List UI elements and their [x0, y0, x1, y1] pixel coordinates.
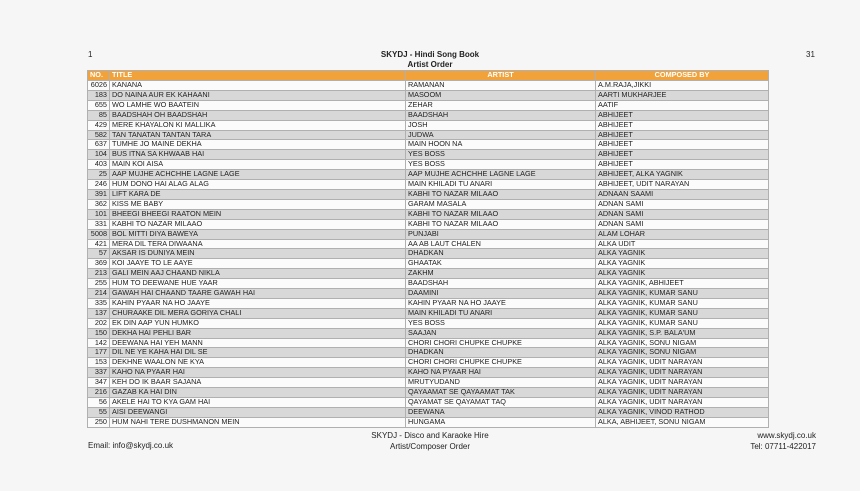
- table-row: [88, 180, 769, 190]
- table-row: [88, 378, 769, 388]
- cell-no: 183: [88, 90, 110, 100]
- cell-artist: HUNGAMA: [406, 417, 596, 427]
- cell-artist: KABHI TO NAZAR MILAAO: [406, 219, 596, 229]
- cell-no: 104: [88, 150, 110, 160]
- table-row: [88, 219, 769, 229]
- cell-composed-by: ALKA YAGNIK, VINOD RATHOD: [596, 407, 769, 417]
- document-header: [0, 50, 860, 70]
- cell-no: 362: [88, 199, 110, 209]
- cell-artist: MRUTYUDAND: [406, 378, 596, 388]
- cell-no: 6026: [88, 81, 110, 91]
- cell-composed-by: ALKA YAGNIK, KUMAR SANU: [596, 318, 769, 328]
- table-header-row: [88, 71, 769, 81]
- cell-title: EK DIN AAP YUN HUMKO: [110, 318, 406, 328]
- cell-title: GAWAH HAI CHAAND TAARE GAWAH HAI: [110, 289, 406, 299]
- cell-artist: GARAM MASALA: [406, 199, 596, 209]
- cell-title: CHURAAKE DIL MERA GORIYA CHALI: [110, 308, 406, 318]
- table-row: [88, 199, 769, 209]
- cell-composed-by: AARTI MUKHARJEE: [596, 90, 769, 100]
- cell-title: GAZAB KA HAI DIN: [110, 388, 406, 398]
- cell-artist: DHADKAN: [406, 348, 596, 358]
- cell-title: KOI JAAYE TO LE AAYE: [110, 259, 406, 269]
- cell-artist: KAHIN PYAAR NA HO JAAYE: [406, 298, 596, 308]
- cell-artist: DAAMINI: [406, 289, 596, 299]
- cell-artist: AAP MUJHE ACHCHHE LAGNE LAGE: [406, 170, 596, 180]
- cell-artist: DEEWANA: [406, 407, 596, 417]
- cell-composed-by: A.M.RAJA,JIKKI: [596, 81, 769, 91]
- document-subtitle: Artist Order: [407, 60, 453, 69]
- table-row: [88, 229, 769, 239]
- cell-no: 637: [88, 140, 110, 150]
- cell-composed-by: ALKA YAGNIK, UDIT NARAYAN: [596, 398, 769, 408]
- cell-artist: ZEHAR: [406, 100, 596, 110]
- table-row: [88, 170, 769, 180]
- cell-no: 25: [88, 170, 110, 180]
- cell-title: TUMHE JO MAINE DEKHA: [110, 140, 406, 150]
- table-row: [88, 348, 769, 358]
- cell-artist: QAYAMAT SE QAYAMAT TAQ: [406, 398, 596, 408]
- cell-no: 214: [88, 289, 110, 299]
- cell-title: DEKHA HAI PEHLI BAR: [110, 328, 406, 338]
- table-row: [88, 189, 769, 199]
- cell-composed-by: ALKA YAGNIK, UDIT NARAYAN: [596, 378, 769, 388]
- cell-artist: KABHI TO NAZAR MILAAO: [406, 189, 596, 199]
- cell-no: 655: [88, 100, 110, 110]
- cell-artist: GHAATAK: [406, 259, 596, 269]
- table-row: [88, 81, 769, 91]
- cell-title: AKSAR IS DUNIYA MEIN: [110, 249, 406, 259]
- cell-no: 213: [88, 269, 110, 279]
- cell-no: 369: [88, 259, 110, 269]
- cell-title: WO LAMHE WO BAATEIN: [110, 100, 406, 110]
- cell-no: 177: [88, 348, 110, 358]
- cell-composed-by: ALKA YAGNIK, SONU NIGAM: [596, 348, 769, 358]
- cell-composed-by: ABHIJEET: [596, 140, 769, 150]
- cell-artist: JUDWA: [406, 130, 596, 140]
- document-title: SKYDJ - Hindi Song Book: [380, 50, 480, 59]
- cell-title: KAHIN PYAAR NA HO JAAYE: [110, 298, 406, 308]
- table-row: [88, 417, 769, 427]
- cell-title: MERE KHAYALON KI MALLIKA: [110, 120, 406, 130]
- cell-title: HUM TO DEEWANE HUE YAAR: [110, 279, 406, 289]
- table-row: [88, 308, 769, 318]
- cell-no: 216: [88, 388, 110, 398]
- table-row: [88, 298, 769, 308]
- column-header-no: NO.: [88, 71, 110, 81]
- cell-artist: YES BOSS: [406, 150, 596, 160]
- cell-composed-by: ABHIJEET: [596, 150, 769, 160]
- cell-title: BOL MITTI DIYA BAWEYA: [110, 229, 406, 239]
- cell-no: 347: [88, 378, 110, 388]
- table-row: [88, 120, 769, 130]
- cell-composed-by: ALKA YAGNIK: [596, 269, 769, 279]
- cell-composed-by: ABHIJEET, ALKA YAGNIK: [596, 170, 769, 180]
- cell-title: MAIN KOI AISA: [110, 160, 406, 170]
- cell-composed-by: ALKA YAGNIK, UDIT NARAYAN: [596, 358, 769, 368]
- cell-artist: KABHI TO NAZAR MILAAO: [406, 209, 596, 219]
- cell-composed-by: ALKA YAGNIK, S.P. BALA'UM: [596, 328, 769, 338]
- cell-composed-by: ABHIJEET: [596, 160, 769, 170]
- table-row: [88, 90, 769, 100]
- cell-artist: RAMANAN: [406, 81, 596, 91]
- cell-no: 202: [88, 318, 110, 328]
- cell-title: DEEWANA HAI YEH MANN: [110, 338, 406, 348]
- cell-artist: DHADKAN: [406, 249, 596, 259]
- cell-no: 331: [88, 219, 110, 229]
- cell-composed-by: ALKA YAGNIK, KUMAR SANU: [596, 289, 769, 299]
- footer-center: [0, 430, 860, 452]
- table-body: [88, 81, 769, 428]
- table-row: [88, 407, 769, 417]
- table-row: [88, 209, 769, 219]
- cell-title: HUM DONO HAI ALAG ALAG: [110, 180, 406, 190]
- cell-title: KEH DO IK BAAR SAJANA: [110, 378, 406, 388]
- cell-title: DIL NE YE KAHA HAI DIL SE: [110, 348, 406, 358]
- cell-artist: MAIN KHILADI TU ANARI: [406, 180, 596, 190]
- cell-artist: CHORI CHORI CHUPKE CHUPKE: [406, 358, 596, 368]
- cell-title: BAADSHAH OH BAADSHAH: [110, 110, 406, 120]
- cell-no: 101: [88, 209, 110, 219]
- footer-contact: [750, 430, 816, 452]
- cell-composed-by: ALKA YAGNIK, UDIT NARAYAN: [596, 388, 769, 398]
- cell-artist: BAADSHAH: [406, 279, 596, 289]
- cell-title: HUM NAHI TERE DUSHMANON MEIN: [110, 417, 406, 427]
- cell-no: 582: [88, 130, 110, 140]
- footer-order: Artist/Composer Order: [389, 442, 471, 451]
- cell-no: 85: [88, 110, 110, 120]
- cell-title: MERA DIL TERA DIWAANA: [110, 239, 406, 249]
- table-row: [88, 279, 769, 289]
- cell-no: 335: [88, 298, 110, 308]
- cell-composed-by: ADNAAN SAAMI: [596, 189, 769, 199]
- cell-title: KISS ME BABY: [110, 199, 406, 209]
- table-row: [88, 239, 769, 249]
- cell-composed-by: ALAM LOHAR: [596, 229, 769, 239]
- cell-artist: BAADSHAH: [406, 110, 596, 120]
- cell-composed-by: ADNAN SAMI: [596, 219, 769, 229]
- footer-company: SKYDJ - Disco and Karaoke Hire: [371, 431, 489, 440]
- cell-no: 429: [88, 120, 110, 130]
- cell-no: 56: [88, 398, 110, 408]
- cell-composed-by: ALKA, ABHIJEET, SONU NIGAM: [596, 417, 769, 427]
- cell-artist: MAIN KHILADI TU ANARI: [406, 308, 596, 318]
- cell-title: AKELE HAI TO KYA GAM HAI: [110, 398, 406, 408]
- cell-artist: YES BOSS: [406, 160, 596, 170]
- table-row: [88, 289, 769, 299]
- page-number-right: 31: [806, 50, 815, 59]
- footer-website: www.skydj.co.uk: [757, 431, 816, 440]
- cell-composed-by: ADNAN SAMI: [596, 199, 769, 209]
- cell-title: DO NAINA AUR EK KAHAANI: [110, 90, 406, 100]
- cell-title: BHEEGI BHEEGI RAATON MEIN: [110, 209, 406, 219]
- table-row: [88, 338, 769, 348]
- cell-artist: KAHO NA PYAAR HAI: [406, 368, 596, 378]
- cell-no: 55: [88, 407, 110, 417]
- cell-composed-by: ALKA YAGNIK, UDIT NARAYAN: [596, 368, 769, 378]
- cell-composed-by: ALKA YAGNIK: [596, 249, 769, 259]
- page-number-left: 1: [88, 50, 93, 59]
- cell-artist: YES BOSS: [406, 318, 596, 328]
- cell-title: BUS ITNA SA KHWAAB HAI: [110, 150, 406, 160]
- cell-artist: MAIN HOON NA: [406, 140, 596, 150]
- table-row: [88, 160, 769, 170]
- cell-composed-by: ABHIJEET: [596, 120, 769, 130]
- cell-composed-by: AATIF: [596, 100, 769, 110]
- cell-no: 57: [88, 249, 110, 259]
- table-row: [88, 110, 769, 120]
- cell-title: GALI MEIN AAJ CHAAND NIKLA: [110, 269, 406, 279]
- cell-artist: ZAKHM: [406, 269, 596, 279]
- table-row: [88, 150, 769, 160]
- cell-artist: PUNJABI: [406, 229, 596, 239]
- table-row: [88, 368, 769, 378]
- cell-composed-by: ALKA YAGNIK: [596, 259, 769, 269]
- cell-artist: JOSH: [406, 120, 596, 130]
- cell-title: DEKHNE WAALON NE KYA: [110, 358, 406, 368]
- cell-composed-by: ALKA YAGNIK, ABHIJEET: [596, 279, 769, 289]
- table-row: [88, 388, 769, 398]
- cell-artist: MASOOM: [406, 90, 596, 100]
- cell-composed-by: ABHIJEET: [596, 130, 769, 140]
- cell-composed-by: ALKA YAGNIK, KUMAR SANU: [596, 298, 769, 308]
- table-row: [88, 249, 769, 259]
- cell-no: 337: [88, 368, 110, 378]
- table-row: [88, 140, 769, 150]
- song-table: [87, 70, 769, 428]
- cell-no: 391: [88, 189, 110, 199]
- column-header-title: TITLE: [110, 71, 406, 81]
- cell-composed-by: ADNAN SAMI: [596, 209, 769, 219]
- cell-no: 246: [88, 180, 110, 190]
- cell-artist: QAYAAMAT SE QAYAAMAT TAK: [406, 388, 596, 398]
- cell-no: 403: [88, 160, 110, 170]
- cell-composed-by: ALKA YAGNIK, SONU NIGAM: [596, 338, 769, 348]
- table-row: [88, 130, 769, 140]
- cell-no: 421: [88, 239, 110, 249]
- cell-title: AAP MUJHE ACHCHHE LAGNE LAGE: [110, 170, 406, 180]
- cell-composed-by: ABHIJEET: [596, 110, 769, 120]
- cell-no: 5008: [88, 229, 110, 239]
- cell-composed-by: ABHIJEET, UDIT NARAYAN: [596, 180, 769, 190]
- cell-title: AISI DEEWANGI: [110, 407, 406, 417]
- cell-artist: CHORI CHORI CHUPKE CHUPKE: [406, 338, 596, 348]
- table-row: [88, 100, 769, 110]
- cell-no: 255: [88, 279, 110, 289]
- footer-phone: Tel: 07711-422017: [750, 442, 816, 451]
- cell-composed-by: ALKA YAGNIK, KUMAR SANU: [596, 308, 769, 318]
- column-header-artist: ARTIST: [406, 71, 596, 81]
- table-row: [88, 328, 769, 338]
- table-row: [88, 358, 769, 368]
- cell-title: KABHI TO NAZAR MILAAO: [110, 219, 406, 229]
- cell-artist: AA AB LAUT CHALEN: [406, 239, 596, 249]
- cell-no: 153: [88, 358, 110, 368]
- cell-no: 142: [88, 338, 110, 348]
- cell-no: 150: [88, 328, 110, 338]
- cell-no: 250: [88, 417, 110, 427]
- table-row: [88, 259, 769, 269]
- table-row: [88, 318, 769, 328]
- table-row: [88, 398, 769, 408]
- cell-title: KANANA: [110, 81, 406, 91]
- cell-artist: SAAJAN: [406, 328, 596, 338]
- column-header-composed-by: COMPOSED BY: [596, 71, 769, 81]
- footer-email: Email: info@skydj.co.uk: [88, 441, 174, 450]
- table-row: [88, 269, 769, 279]
- cell-title: TAN TANATAN TANTAN TARA: [110, 130, 406, 140]
- cell-title: LIFT KARA DE: [110, 189, 406, 199]
- cell-no: 137: [88, 308, 110, 318]
- cell-title: KAHO NA PYAAR HAI: [110, 368, 406, 378]
- cell-composed-by: ALKA UDIT: [596, 239, 769, 249]
